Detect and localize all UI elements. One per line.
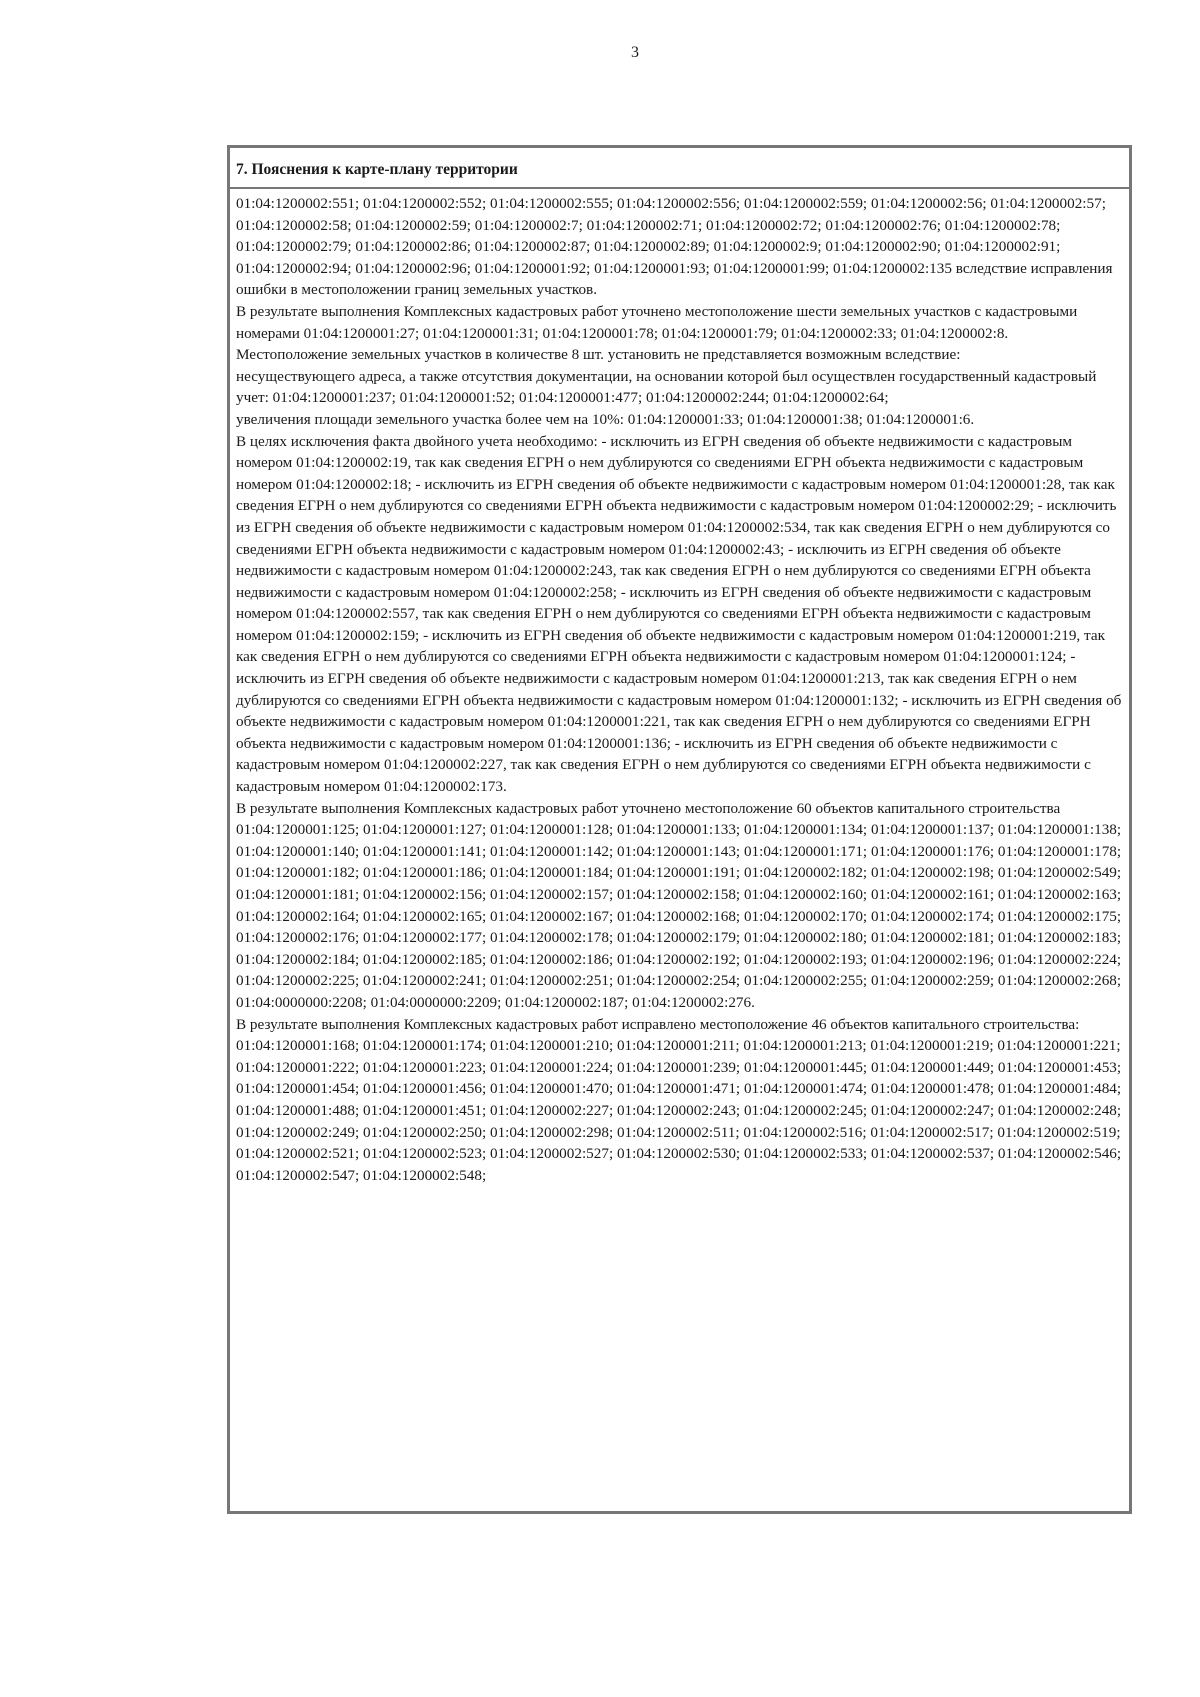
page-number: 3	[631, 44, 639, 61]
paragraph-nonexistent-address: несуществующего адреса, а также отсутствия документации, на основании которой был осуществлен государственный кадастровый учет: 01:04:1200001:237; 01:04:1200001:52; 01:04:1200001:477; 01:04:1200002:244; 01:04:1200002:64;	[236, 367, 1097, 407]
paragraph-area-increase: увеличения площади земельного участка более чем на 10%: 01:04:1200001:33; 01:04:1200001:38; 01:04:1200001:6.	[236, 410, 975, 428]
paragraph-location-undetermined: Местоположение земельных участков в количестве 8 шт. установить не представляется возможным вследствие:	[236, 346, 961, 364]
section-title: 7. Пояснения к карте-плану территории	[230, 148, 1129, 189]
paragraph-refined-60-objects: В результате выполнения Комплексных кадастровых работ уточнено местоположение 60 объектов капитального строительства 01:04:1200001:125; 01:04:1200001:127; 01:04:1200001:128; 01:04:1200001:133; 01:04:1200001:134; 01:04:1200001:137; 01:04:1200001:138; 01:04:1200001:140; 01:04:1200001:141; 01:04:1200001:142; 01:04:1200001:143; 01:04:1200001:171; 01:04:1200001:176; 01:04:1200001:178; 01:04:1200001:182; 01:04:1200001:186; 01:04:1200001:184; 01:04:1200001:191; 01:04:1200002:182; 01:04:1200002:198; 01:04:1200002:549; 01:04:1200001:181; 01:04:1200002:156; 01:04:1200002:157; 01:04:1200002:158; 01:04:1200002:160; 01:04:1200002:161; 01:04:1200002:163; 01:04:1200002:164; 01:04:1200002:165; 01:04:1200002:167; 01:04:1200002:168; 01:04:1200002:170; 01:04:1200002:174; 01:04:1200002:175; 01:04:1200002:176; 01:04:1200002:177; 01:04:1200002:178; 01:04:1200002:179; 01:04:1200002:180; 01:04:1200002:181; 01:04:1200002:183; 01:04:1200002:184; 01:04:1200002:185; 01:04:1200002:186; 01:04:1200002:192; 01:04:1200002:193; 01:04:1200002:196; 01:04:1200002:224; 01:04:1200002:225; 01:04:1200002:241; 01:04:1200002:251; 01:04:1200002:254; 01:04:1200002:255; 01:04:1200002:259; 01:04:1200002:268; 01:04:0000000:2208; 01:04:0000000:2209; 01:04:1200002:187; 01:04:1200002:276.	[236, 799, 1122, 1011]
paragraph-corrected-boundaries: 01:04:1200002:551; 01:04:1200002:552; 01:04:1200002:555; 01:04:1200002:556; 01:04:1200002:559; 01:04:1200002:56; 01:04:1200002:57; 01:04:1200002:58; 01:04:1200002:59; 01:04:1200002:7; 01:04:1200002:71; 01:04:1200002:72; 01:04:1200002:76; 01:04:1200002:78; 01:04:1200002:79; 01:04:1200002:86; 01:04:1200002:87; 01:04:1200002:89; 01:04:1200002:9; 01:04:1200002:90; 01:04:1200002:91; 01:04:1200002:94; 01:04:1200002:96; 01:04:1200001:92; 01:04:1200001:93; 01:04:1200001:99; 01:04:1200002:135 вследствие исправления ошибки в местоположении границ земельных участков.	[236, 195, 1113, 299]
section-body	[230, 189, 1129, 1186]
paragraph-double-registration: В целях исключения факта двойного учета необходимо: - исключить из ЕГРН сведения об объекте недвижимости с кадастровым номером 01:04:1200002:19, так как сведения ЕГРН о нем дублируются со сведениями ЕГРН объекта недвижимости с кадастровым номером 01:04:1200002:18; - исключить из ЕГРН сведения об объекте недвижимости с кадастровым номером 01:04:1200001:28, так как сведения ЕГРН о нем дублируются со сведениями ЕГРН объекта недвижимости с кадастровым номером 01:04:1200002:29; - исключить из ЕГРН сведения об объекте недвижимости с кадастровым номером 01:04:1200002:534, так как сведения ЕГРН о нем дублируются со сведениями ЕГРН объекта недвижимости с кадастровым номером 01:04:1200002:43; - исключить из ЕГРН сведения об объекте недвижимости с кадастровым номером 01:04:1200002:243, так как сведения ЕГРН о нем дублируются со сведениями ЕГРН объекта недвижимости с кадастровым номером 01:04:1200002:258; - исключить из ЕГРН сведения об объекте недвижимости с кадастровым номером 01:04:1200002:557, так как сведения ЕГРН о нем дублируются со сведениями ЕГРН объекта недвижимости с кадастровым номером 01:04:1200002:159; - исключить из ЕГРН сведения об объекте недвижимости с кадастровым номером 01:04:1200001:219, так как сведения ЕГРН о нем дублируются со сведениями ЕГРН объекта недвижимости с кадастровым номером 01:04:1200001:124; - исключить из ЕГРН сведения об объекте недвижимости с кадастровым номером 01:04:1200001:213, так как сведения ЕГРН о нем дублируются со сведениями ЕГРН объекта недвижимости с кадастровым номером 01:04:1200001:132; - исключить из ЕГРН сведения об объекте недвижимости с кадастровым номером 01:04:1200001:221, так как сведения ЕГРН о нем дублируются со сведениями ЕГРН объекта недвижимости с кадастровым номером 01:04:1200001:136; - исключить из ЕГРН сведения об объекте недвижимости с кадастровым номером 01:04:1200002:227, так как сведения ЕГРН о нем дублируются со сведениями ЕГРН объекта недвижимости с кадастровым номером 01:04:1200002:173.	[236, 432, 1122, 796]
paragraph-corrected-46-objects: В результате выполнения Комплексных кадастровых работ исправлено местоположение 46 объектов капитального строительства: 01:04:1200001:168; 01:04:1200001:174; 01:04:1200001:210; 01:04:1200001:211; 01:04:1200001:213; 01:04:1200001:219; 01:04:1200001:221; 01:04:1200001:222; 01:04:1200001:223; 01:04:1200001:224; 01:04:1200001:239; 01:04:1200001:445; 01:04:1200001:449; 01:04:1200001:453; 01:04:1200001:454; 01:04:1200001:456; 01:04:1200001:470; 01:04:1200001:471; 01:04:1200001:474; 01:04:1200001:478; 01:04:1200001:484; 01:04:1200001:488; 01:04:1200001:451; 01:04:1200002:227; 01:04:1200002:243; 01:04:1200002:245; 01:04:1200002:247; 01:04:1200002:248; 01:04:1200002:249; 01:04:1200002:250; 01:04:1200002:298; 01:04:1200002:511; 01:04:1200002:516; 01:04:1200002:517; 01:04:1200002:519; 01:04:1200002:521; 01:04:1200002:523; 01:04:1200002:527; 01:04:1200002:530; 01:04:1200002:533; 01:04:1200002:537; 01:04:1200002:546; 01:04:1200002:547; 01:04:1200002:548;	[236, 1015, 1122, 1184]
paragraph-refined-six-parcels: В результате выполнения Комплексных кадастровых работ уточнено местоположение шести земельных участков с кадастровыми номерами 01:04:1200001:27; 01:04:1200001:31; 01:04:1200001:78; 01:04:1200001:79; 01:04:1200002:33; 01:04:1200002:8.	[236, 302, 1078, 342]
explanations-section	[227, 145, 1132, 1514]
